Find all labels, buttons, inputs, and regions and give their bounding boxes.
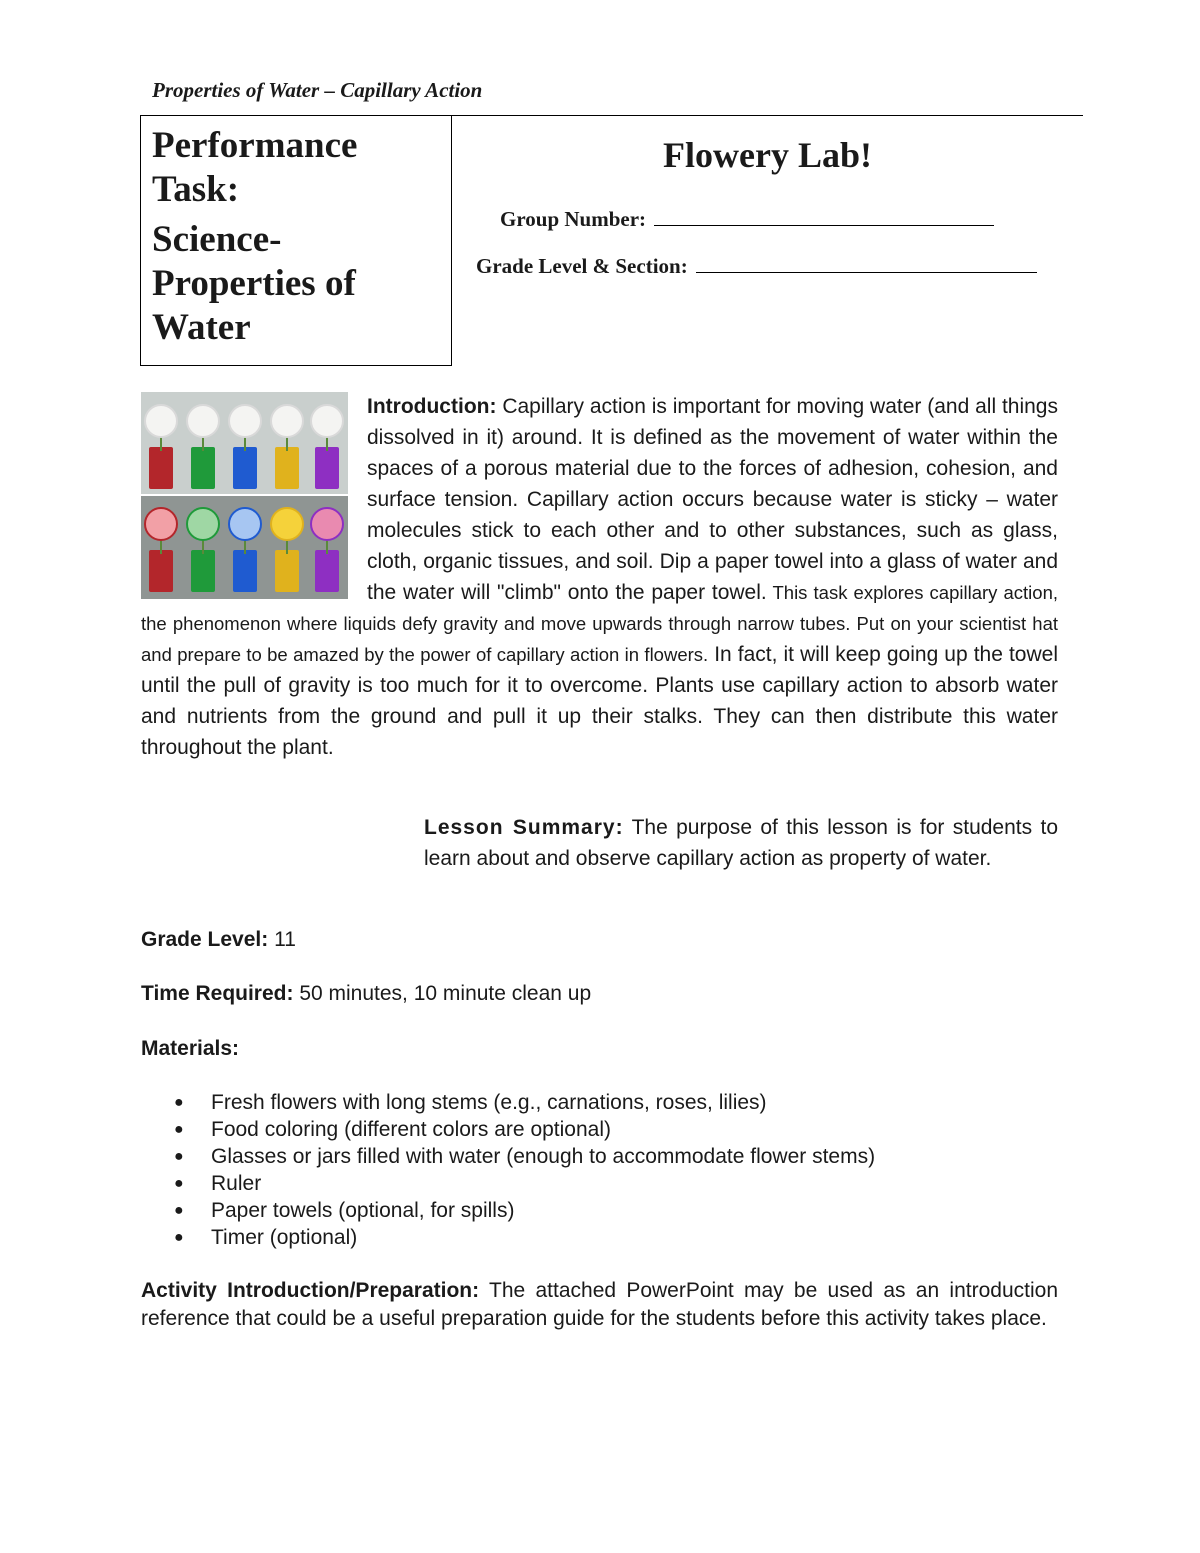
materials-heading: [141, 1037, 239, 1061]
introduction-text-b: This task explores capillary action, the phenomenon where liquids defy gravity and move upwards through narrow tubes. Put on your scientist hat and prepare to be amazed by the power of capillary action in flowers.: [141, 582, 1059, 665]
running-header: Properties of Water – Capillary Action: [152, 78, 483, 102]
grade-level-value: 11: [268, 928, 296, 951]
list-item: ● Ruler: [174, 1172, 262, 1195]
time-required-label: Time Required:: [141, 982, 294, 1005]
list-item: ● Paper towels (optional, for spills): [174, 1199, 515, 1222]
materials-label: Materials:: [141, 1037, 240, 1060]
grade-section-blank[interactable]: [696, 254, 1037, 273]
bullet-icon: ●: [174, 1121, 184, 1138]
introduction-section: [141, 391, 1058, 763]
task-title-box: [140, 115, 452, 366]
bullet-icon: ●: [174, 1202, 184, 1219]
grade-level-label: Grade Level:: [141, 928, 269, 951]
group-number-label: Group Number:: [500, 207, 647, 231]
lesson-summary-text: The purpose of this lesson is for students to learn about and observe capillary action as property of water.: [424, 816, 1058, 870]
header-rule: [452, 115, 1083, 116]
group-number-blank[interactable]: [654, 207, 994, 226]
activity-introduction-text: The attached PowerPoint may be used as an introduction reference that could be a useful preparation guide for the students before this activity takes place.: [141, 1279, 1058, 1330]
list-item: ● Glasses or jars filled with water (enough to accommodate flower stems): [174, 1145, 876, 1168]
time-required-row: [141, 982, 591, 1006]
grade-section-field: [476, 254, 1037, 279]
introduction-label: Introduction:: [367, 395, 497, 418]
lesson-summary-section: [424, 812, 1058, 874]
introduction-text-a: Capillary action is important for moving water (and all things dissolved in it) around. It is defined as the movement of water within the spaces of a porous material due to the forces of adhesion, cohesion, and surface tension. Capillary action occurs because water is sticky – water molecules stick to each other and to other substances, such as glass, cloth, organic tissues, and soil. Dip a paper towel into a glass of water and the water will "climb" onto the paper towel.: [367, 395, 1058, 604]
bullet-icon: ●: [174, 1094, 184, 1111]
introduction-text-c: In fact, it will keep going up the towel until the pull of gravity is too much for it to overcome. Plants use capillary action to absorb water and nutrients from the ground and pull it up their stalks. They can then distribute this water throughout the plant.: [141, 643, 1058, 759]
lab-title: Flowery Lab!: [663, 135, 872, 175]
list-item: ● Fresh flowers with long stems (e.g., carnations, roses, lilies): [174, 1091, 767, 1114]
task-title-line2: Science- Properties of Water: [152, 219, 356, 348]
task-title-line1: Performance Task:: [152, 125, 358, 210]
grade-level-row: [141, 928, 296, 952]
list-item: ● Food coloring (different colors are optional): [174, 1118, 611, 1141]
group-number-field: [500, 207, 994, 232]
lesson-summary-label: Lesson Summary:: [424, 816, 624, 839]
bullet-icon: ●: [174, 1175, 184, 1192]
bullet-icon: ●: [174, 1148, 184, 1165]
list-item: ● Timer (optional): [174, 1226, 358, 1249]
time-required-value: 50 minutes, 10 minute clean up: [293, 982, 592, 1005]
activity-introduction-section: [141, 1277, 1058, 1333]
bullet-icon: ●: [174, 1229, 184, 1246]
materials-list: [141, 1089, 875, 1251]
grade-section-label: Grade Level & Section:: [476, 254, 688, 278]
activity-introduction-label: Activity Introduction/Preparation:: [141, 1279, 480, 1302]
